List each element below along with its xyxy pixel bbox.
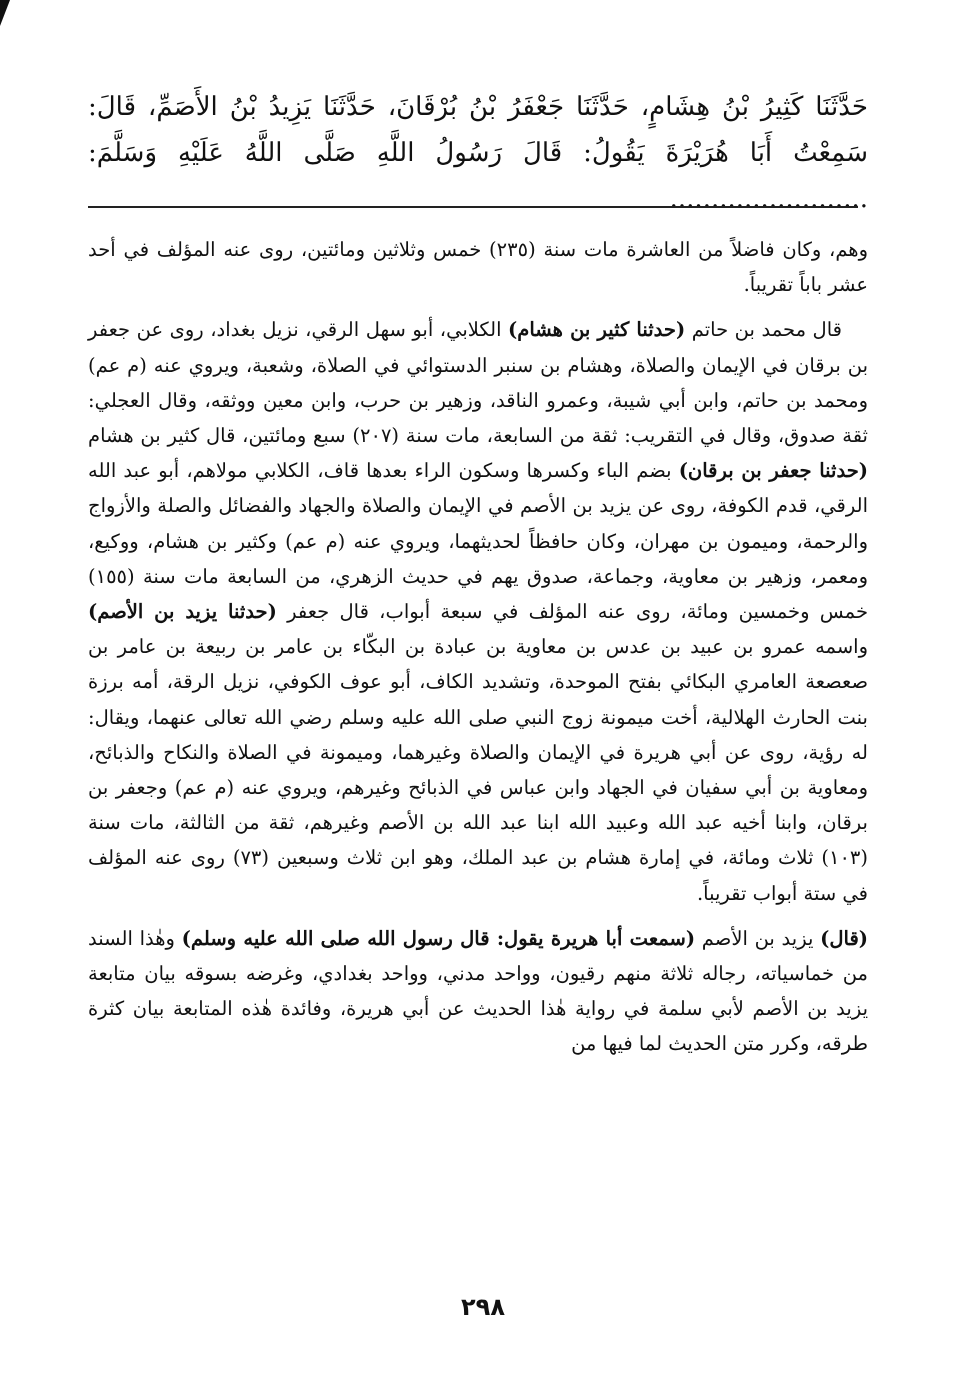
hadith-quote-bold: (سمعت أبا هريرة يقول: قال رسول الله صلى الله عليه وسلم) <box>181 926 696 950</box>
p2-text-e: بضم الباء وكسرها وسكون الراء بعدها قاف، الكلابي مولاهم، أبو عبد الله الرقي، قدم الكوفة، روى عن يزيد بن الأصم في الإيمان والصلاة والجهاد والفضائل والصلة والأزواج والرحمة، وميمون بن مهران، وكان حافظاً لحديثهما، ويروي عنه (م عم) وكثير بن هشام، ووكيع، ومعمر، وزهير بن معاوية، وجماعة، صدوق يهم في حديث الزهري، من السابعة مات سنة (١٥٥) خمس وخمسين ومائة، روى عنه المؤلف في سبعة أبواب، قال جعفر <box>88 459 868 624</box>
p2-text-g: واسمه عمرو بن عبيد بن عدس بن معاوية بن عبادة بن البكّاء بن عامر بن ربيعة بن عامر بن صعصعة العامري البكائي بفتح الموحدة، وتشديد الكاف، أبو عوف الكوفي، نزيل الرقة، أمه برزة بنت الحارث الهلالية، أخت ميمونة زوج النبي صلى الله عليه وسلم رضي الله تعالى عنهما، ويقال: له رؤية، روى عن أبي هريرة في الإيمان والصلاة وغيرهما، وميمونة في الصلاة والنكاح والذبائح، ومعاوية بن أبي سفيان في الجهاد وابن عباس في الذبائح وغيرهم، ويروي عنه (م عم) وجعفر بن برقان، وابنا أخيه عبد الله وعبيد الله ابنا عبد الله بن الأصم وغيرهم، ثقة من الثالثة، مات سنة (١٠٣) ثلاث ومائة، في إمارة هشام بن عبد الملك، وهو ابن ثلاث وسبعين (٧٣) روى عنه المؤلف في ستة أبواب تقريباً. <box>88 635 868 905</box>
p3-text-b: يزيد بن الأصم <box>695 926 821 950</box>
commentary-block <box>88 232 868 1072</box>
ellipsis-dots: ........................ <box>669 184 868 214</box>
hadith-line-2-text: سَمِعْتُ أَبَا هُرَيْرَةَ يَقُولُ: قَالَ رَسُولُ اللَّهِ صَلَّى اللَّهُ عَلَيْهِ وَسَلَّمَ: <box>88 138 868 168</box>
hadith-line-2 <box>88 130 868 222</box>
p2-text-a: قال محمد بن حاتم <box>685 318 842 342</box>
page-number: ٢٩٨ <box>461 1293 505 1321</box>
commentary-paragraph-3 <box>88 921 868 1062</box>
commentary-paragraph-2 <box>88 312 868 910</box>
commentary-paragraph-1: وهم، وكان فاضلاً من العاشرة مات سنة (٢٣٥) خمس وثلاثين ومائتين، روى عنه المؤلف في أحد عشر باباً تقريباً. <box>88 238 868 297</box>
hadith-line-1: حَدَّثَنَا كَثِيرُ بْنُ هِشَامٍ، حَدَّثَنَا جَعْفَرُ بْنُ بُرْقَانَ، حَدَّثَنَا يَزِيدُ بْنُ الأَصَمِّ، قَالَ: <box>88 92 868 122</box>
narrator-yazid-bin-al-asamm: (حدثنا يزيد بن الأصم) <box>88 600 277 624</box>
p3-text-d: وهٰذا السند من خماسياته، رجاله ثلاثة منهم رقيون، وواحد مدني، وواحد بغدادي، وغرضه بسوقه بيان متابعة يزيد بن الأصم لأبي سلمة في رواية هٰذا الحديث عن أبي هريرة، وفائدة هٰذه المتابعة بيان كثرة طرقه، وكرر متن الحديث لما فيها من <box>88 926 868 1056</box>
footnote-divider <box>88 206 858 208</box>
qal-label: (قال) <box>820 926 868 950</box>
narrator-kathir-bin-hisham: (حدثنا كثير بن هشام) <box>508 318 686 342</box>
narrator-jafar-bin-burqan: (حدثنا جعفر بن برقان) <box>678 459 868 483</box>
hadith-block <box>88 84 868 222</box>
scan-corner-mark <box>0 0 10 26</box>
p2-text-c: الكلابي، أبو سهل الرقي، نزيل بغداد، روى عن جعفر بن برقان في الإيمان والصلاة، وهشام بن سنبر الدستوائي في الصلاة، وشعبة، ويروي عنه (م عم) ومحمد بن حاتم، وابن أبي شيبة، وعمرو الناقد، وزهير بن حرب، وابن معين ووثقه، وقال العجلي: ثقة صدوق، وقال في التقريب: ثقة من السابعة، مات سنة (٢٠٧) سبع ومائتين، قال كثير بن هشام <box>88 318 868 448</box>
